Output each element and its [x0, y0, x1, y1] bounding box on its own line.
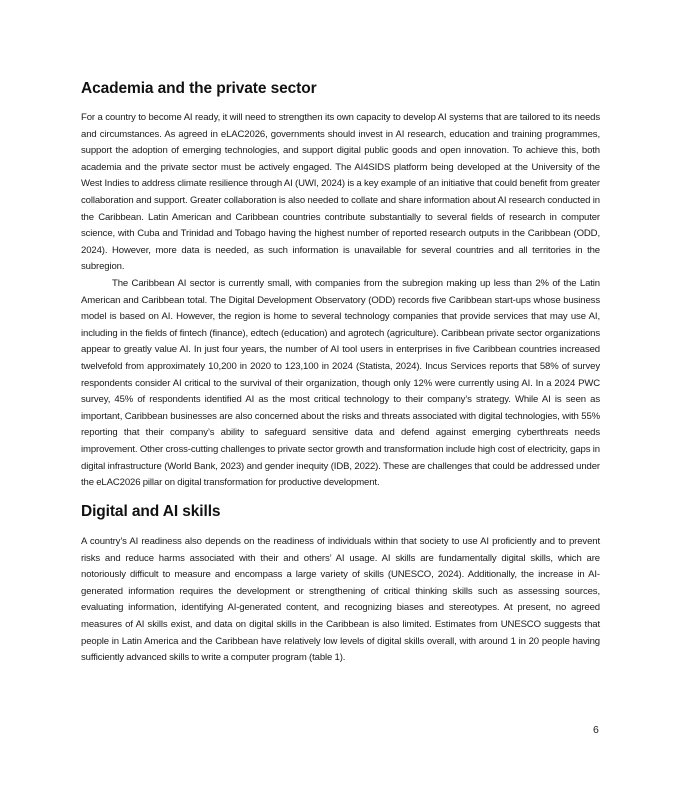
- section-heading-digital-skills: Digital and AI skills: [81, 503, 221, 520]
- paragraph-digital-skills-1: A country’s AI readiness also depends on the readiness of individuals within that society to use AI proficiently and to prevent risks and reduce harms associated with their and others’ AI usage. AI skills are fundamentally digital skills, which are notoriously difficult to measure and encompass a large variety of skills (UNESCO, 2024). Additionally, the increase in AI-generated information requires the development or strengthening of critical thinking skills such as assessing sources, evaluating information, identifying AI-generated content, and recognizing biases and stereotypes. At present, no agreed measures of AI skills exist, and data on digital skills in the Caribbean is also limited. Estimates from UNESCO suggests that people in Latin America and the Caribbean have relatively low levels of digital skills overall, with around 1 in 20 people having sufficiently advanced skills to write a computer program (table 1).: [81, 536, 600, 664]
- page-number: 6: [593, 724, 599, 736]
- section-heading-academia: Academia and the private sector: [81, 80, 317, 97]
- paragraph-academia-2: The Caribbean AI sector is currently small, with companies from the subregion making up less than 2% of the Latin American and Caribbean total. The Digital Development Observatory (ODD) records five Caribbean start-ups whose business model is based on AI. However, the region is home to several technology companies that provide services that may use AI, including in the fields of fintech (finance), edtech (education) and agrotech (agriculture). Caribbean private sector organizations appear to greatly value AI. In just four years, the number of AI tool users in enterprises in five Caribbean countries increased twelvefold from approximately 10,200 in 2020 to 123,100 in 2024 (Statista, 2024). Incus Services reports that 58% of survey respondents consider AI critical to the survival of their organization, though only 12% were currently using AI. In a 2024 PWC survey, 45% of respondents identified AI as the most critical technology to their company’s strategy. While AI is seen as important, Caribbean businesses are also concerned about the risks and threats associated with digital technologies, with 55% reporting that their company’s ability to safeguard sensitive data and defend against emerging cyberthreats needs improvement. Other cross-cutting challenges to private sector growth and transformation include high cost of electricity, gaps in digital infrastructure (World Bank, 2023) and gender inequity (IDB, 2022). These are challenges that could be addressed under the eLAC2026 pillar on digital transformation for productive development.: [81, 278, 600, 489]
- paragraph-academia-1: For a country to become AI ready, it will need to strengthen its own capacity to develop AI systems that are tailored to its needs and circumstances. As agreed in eLAC2026, governments should invest in AI research, education and training programmes, support the adoption of emerging technologies, and support digital public goods and open innovation. To achieve this, both academia and the private sector must be actively engaged. The AI4SIDS platform being developed at the University of the West Indies to address climate resilience through AI (UWI, 2024) is a key example of an initiative that could benefit from greater collaboration and support. Greater collaboration is also needed to collate and share information about AI research conducted in the Caribbean. Latin American and Caribbean countries contribute substantially to several fields of research in computer science, with Cuba and Trinidad and Tobago having the highest number of reported research outputs in the Caribbean (ODD, 2024). However, more data is needed, as such information is unavailable for several countries and all territories in the subregion.: [81, 112, 600, 273]
